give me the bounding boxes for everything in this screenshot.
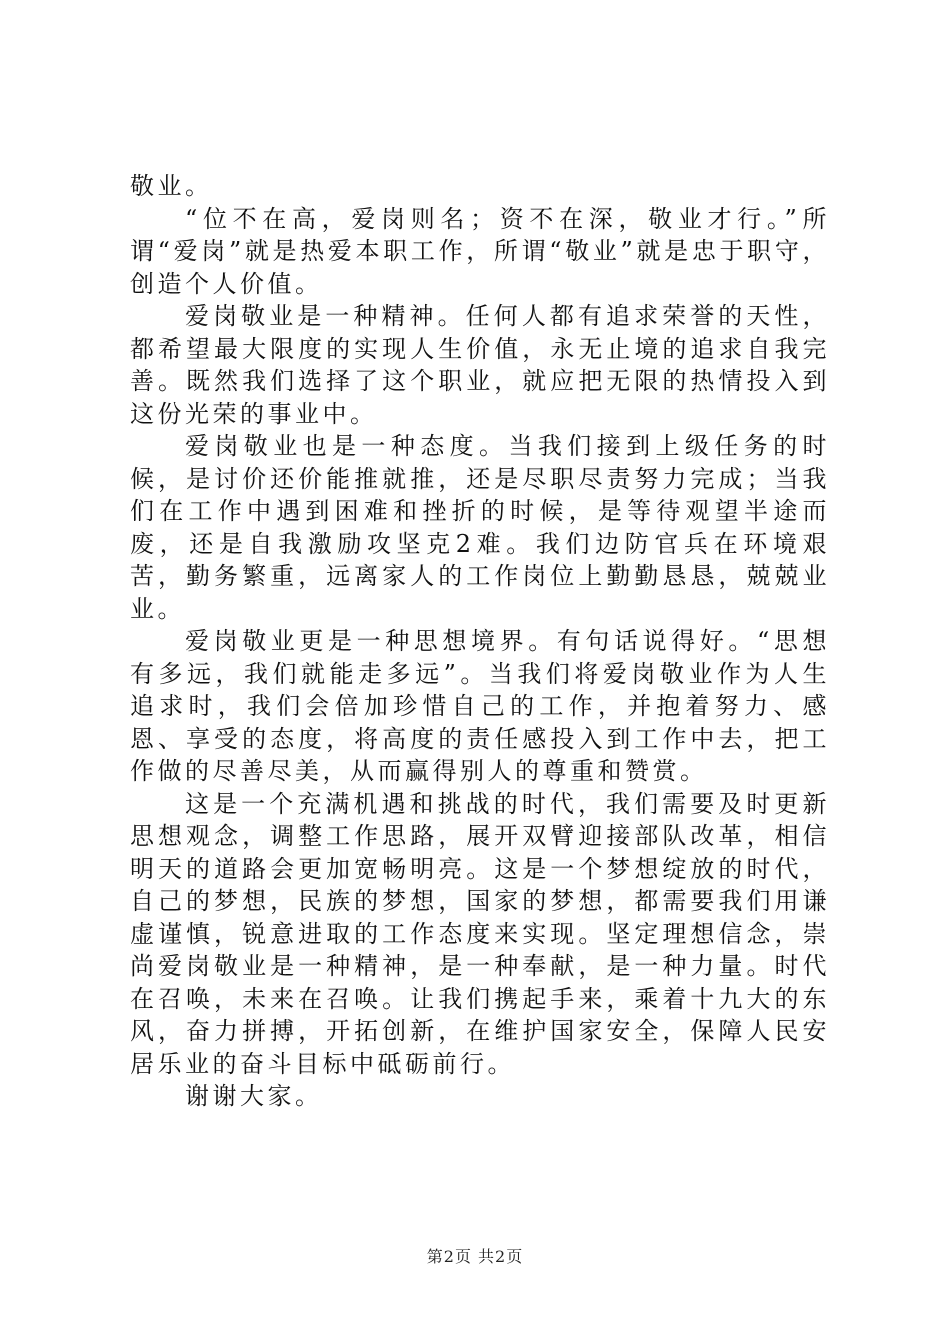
paragraph-realm: 爱岗敬业更是一种思想境界。有句话说得好。“思想有多远，我们就能走多远”。当我们将爱岗敬业作为人生追求时，我们会倍加珍惜自己的工作，并抱着努力、感恩、享受的态度，将高度的责任感投入到工作中去，把工作做的尽善尽美，从而赢得别人的尊重和赞赏。 xyxy=(130,627,830,785)
paragraph-continuation: 敬业。 xyxy=(130,172,213,200)
paragraph-thanks: 谢谢大家。 xyxy=(185,1082,323,1110)
paragraph-era: 这是一个充满机遇和挑战的时代，我们需要及时更新思想观念，调整工作思路，展开双臂迎接部队改革，相信明天的道路会更加宽畅明亮。这是一个梦想绽放的时代，自己的梦想，民族的梦想，国家的梦想，都需要我们用谦虚谨慎，锐意进取的工作态度来实现。坚定理想信念，崇尚爱岗敬业是一种精神，是一种奉献，是一种力量。时代在召唤，未来在召唤。让我们携起手来，乘着十九大的东风，奋力拼搏，开拓创新，在维护国家安全，保障人民安居乐业的奋斗目标中砥砺前行。 xyxy=(130,789,830,1078)
paragraph-attitude: 爱岗敬业也是一种态度。当我们接到上级任务的时候，是讨价还价能推就推，还是尽职尽责努力完成；当我们在工作中遇到困难和挫折的时候，是等待观望半途而废，还是自我激励攻坚克2难。我们边防官兵在环境艰苦，勤务繁重，远离家人的工作岗位上勤勤恳恳，兢兢业业。 xyxy=(130,432,830,623)
page-number-footer: 第2页 共2页 xyxy=(426,1247,524,1266)
paragraph-quote: “位不在高，爱岗则名；资不在深，敬业才行。”所谓“爱岗”就是热爱本职工作，所谓“敬业”就是忠于职守，创造个人价值。 xyxy=(130,204,830,298)
paragraph-spirit: 爱岗敬业是一种精神。任何人都有追求荣誉的天性，都希望最大限度的实现人生价值，永无止境的追求自我完善。既然我们选择了这个职业，就应把无限的热情投入到这份光荣的事业中。 xyxy=(130,302,830,428)
document-body xyxy=(130,170,830,1113)
